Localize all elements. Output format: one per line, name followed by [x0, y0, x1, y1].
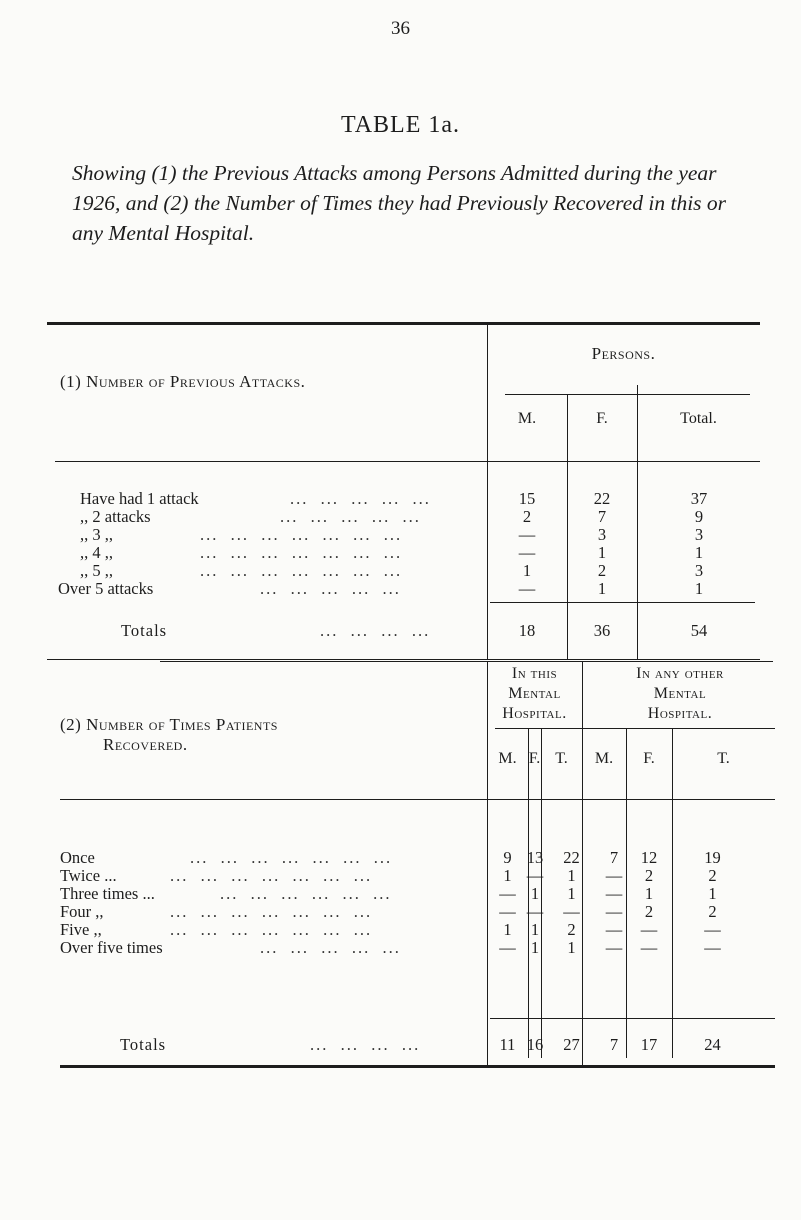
table2-col-m1: M.	[498, 750, 517, 767]
table1-col-m: M.	[517, 410, 537, 427]
table2-row-header: (2) Number of Times Patients	[60, 715, 278, 734]
table2-col-m2: M.	[594, 750, 614, 767]
table-row: Twice ... ... ... ... ... ... ... ... 1 — 1 — 2 2	[60, 866, 717, 885]
table2-group-rule	[495, 728, 775, 729]
totals-row: Totals ... ... ... ... 18 36 54	[121, 621, 708, 640]
table2-group-other-hospital: In any other Mental Hospital.	[636, 665, 724, 722]
table1-totals-rule	[490, 602, 755, 603]
table-row: ,, 4 ,, ... ... ... ... ... ... ... — 1 1	[80, 543, 704, 562]
table2-col-t1: T.	[555, 750, 568, 767]
table2-col-f1: F.	[528, 750, 541, 767]
table-subtitle: Showing (1) the Previous Attacks among Persons Admitted during the year 1926, and (2) the Number of Times they had Previously Recovered in this or any Mental Hospital.	[72, 161, 727, 245]
table2-header-rule	[60, 799, 775, 800]
table1-body	[58, 489, 770, 598]
table2-row-header-cont: Recovered.	[103, 735, 188, 754]
table1-group-header: Persons.	[591, 344, 656, 363]
table2-totals-rule	[490, 1018, 775, 1019]
table-row: Once ... ... ... ... ... ... ... 9 13 22 7 12 19	[60, 848, 721, 867]
table1-top-rule	[47, 322, 760, 325]
table1-group-rule	[505, 394, 750, 395]
table2-col-f2: F.	[643, 750, 655, 767]
table-title: TABLE 1a.	[340, 112, 461, 138]
table2-group-this-hospital: In this Mental Hospital.	[502, 665, 567, 722]
table-row: Five ,, ... ... ... ... ... ... ... 1 1 2 — — —	[60, 920, 721, 939]
page-number: 36	[391, 18, 410, 39]
table2-bottom-rule	[60, 1065, 775, 1068]
table2-col-t2: T.	[717, 750, 730, 767]
table2-body	[60, 848, 775, 956]
table1-header-rule	[55, 461, 760, 462]
table1-col-total: Total.	[680, 410, 717, 427]
table-row: Have had 1 attack ... ... ... ... ... 15 22 37	[80, 489, 708, 508]
table-row: Over 5 attacks ... ... ... ... ... — 1 1	[58, 579, 704, 598]
table-row: Over five times ... ... ... ... ... — 1 1 — — —	[60, 938, 721, 957]
table1-col-f: F.	[596, 410, 608, 427]
table1-totals	[80, 621, 770, 639]
table1-row-header: (1) Number of Previous Attacks.	[60, 372, 306, 391]
table-row: ,, 2 attacks ... ... ... ... ... 2 7 9	[80, 507, 704, 526]
totals-row: Totals ... ... ... ... 11 16 27 7 17 24	[120, 1035, 721, 1054]
table-row: Three times ... ... ... ... ... ... ... — 1 1 — 1 1	[60, 884, 717, 903]
table1-bottom-rule	[47, 659, 760, 660]
table2-top-rule	[160, 661, 773, 662]
table2-totals	[60, 1035, 775, 1053]
table-row: Four ,, ... ... ... ... ... ... ... — — — — 2 2	[60, 902, 717, 921]
table-row: ,, 3 ,, ... ... ... ... ... ... ... — 3 3	[80, 525, 704, 544]
table-row: ,, 5 ,, ... ... ... ... ... ... ... 1 2 3	[80, 561, 704, 580]
